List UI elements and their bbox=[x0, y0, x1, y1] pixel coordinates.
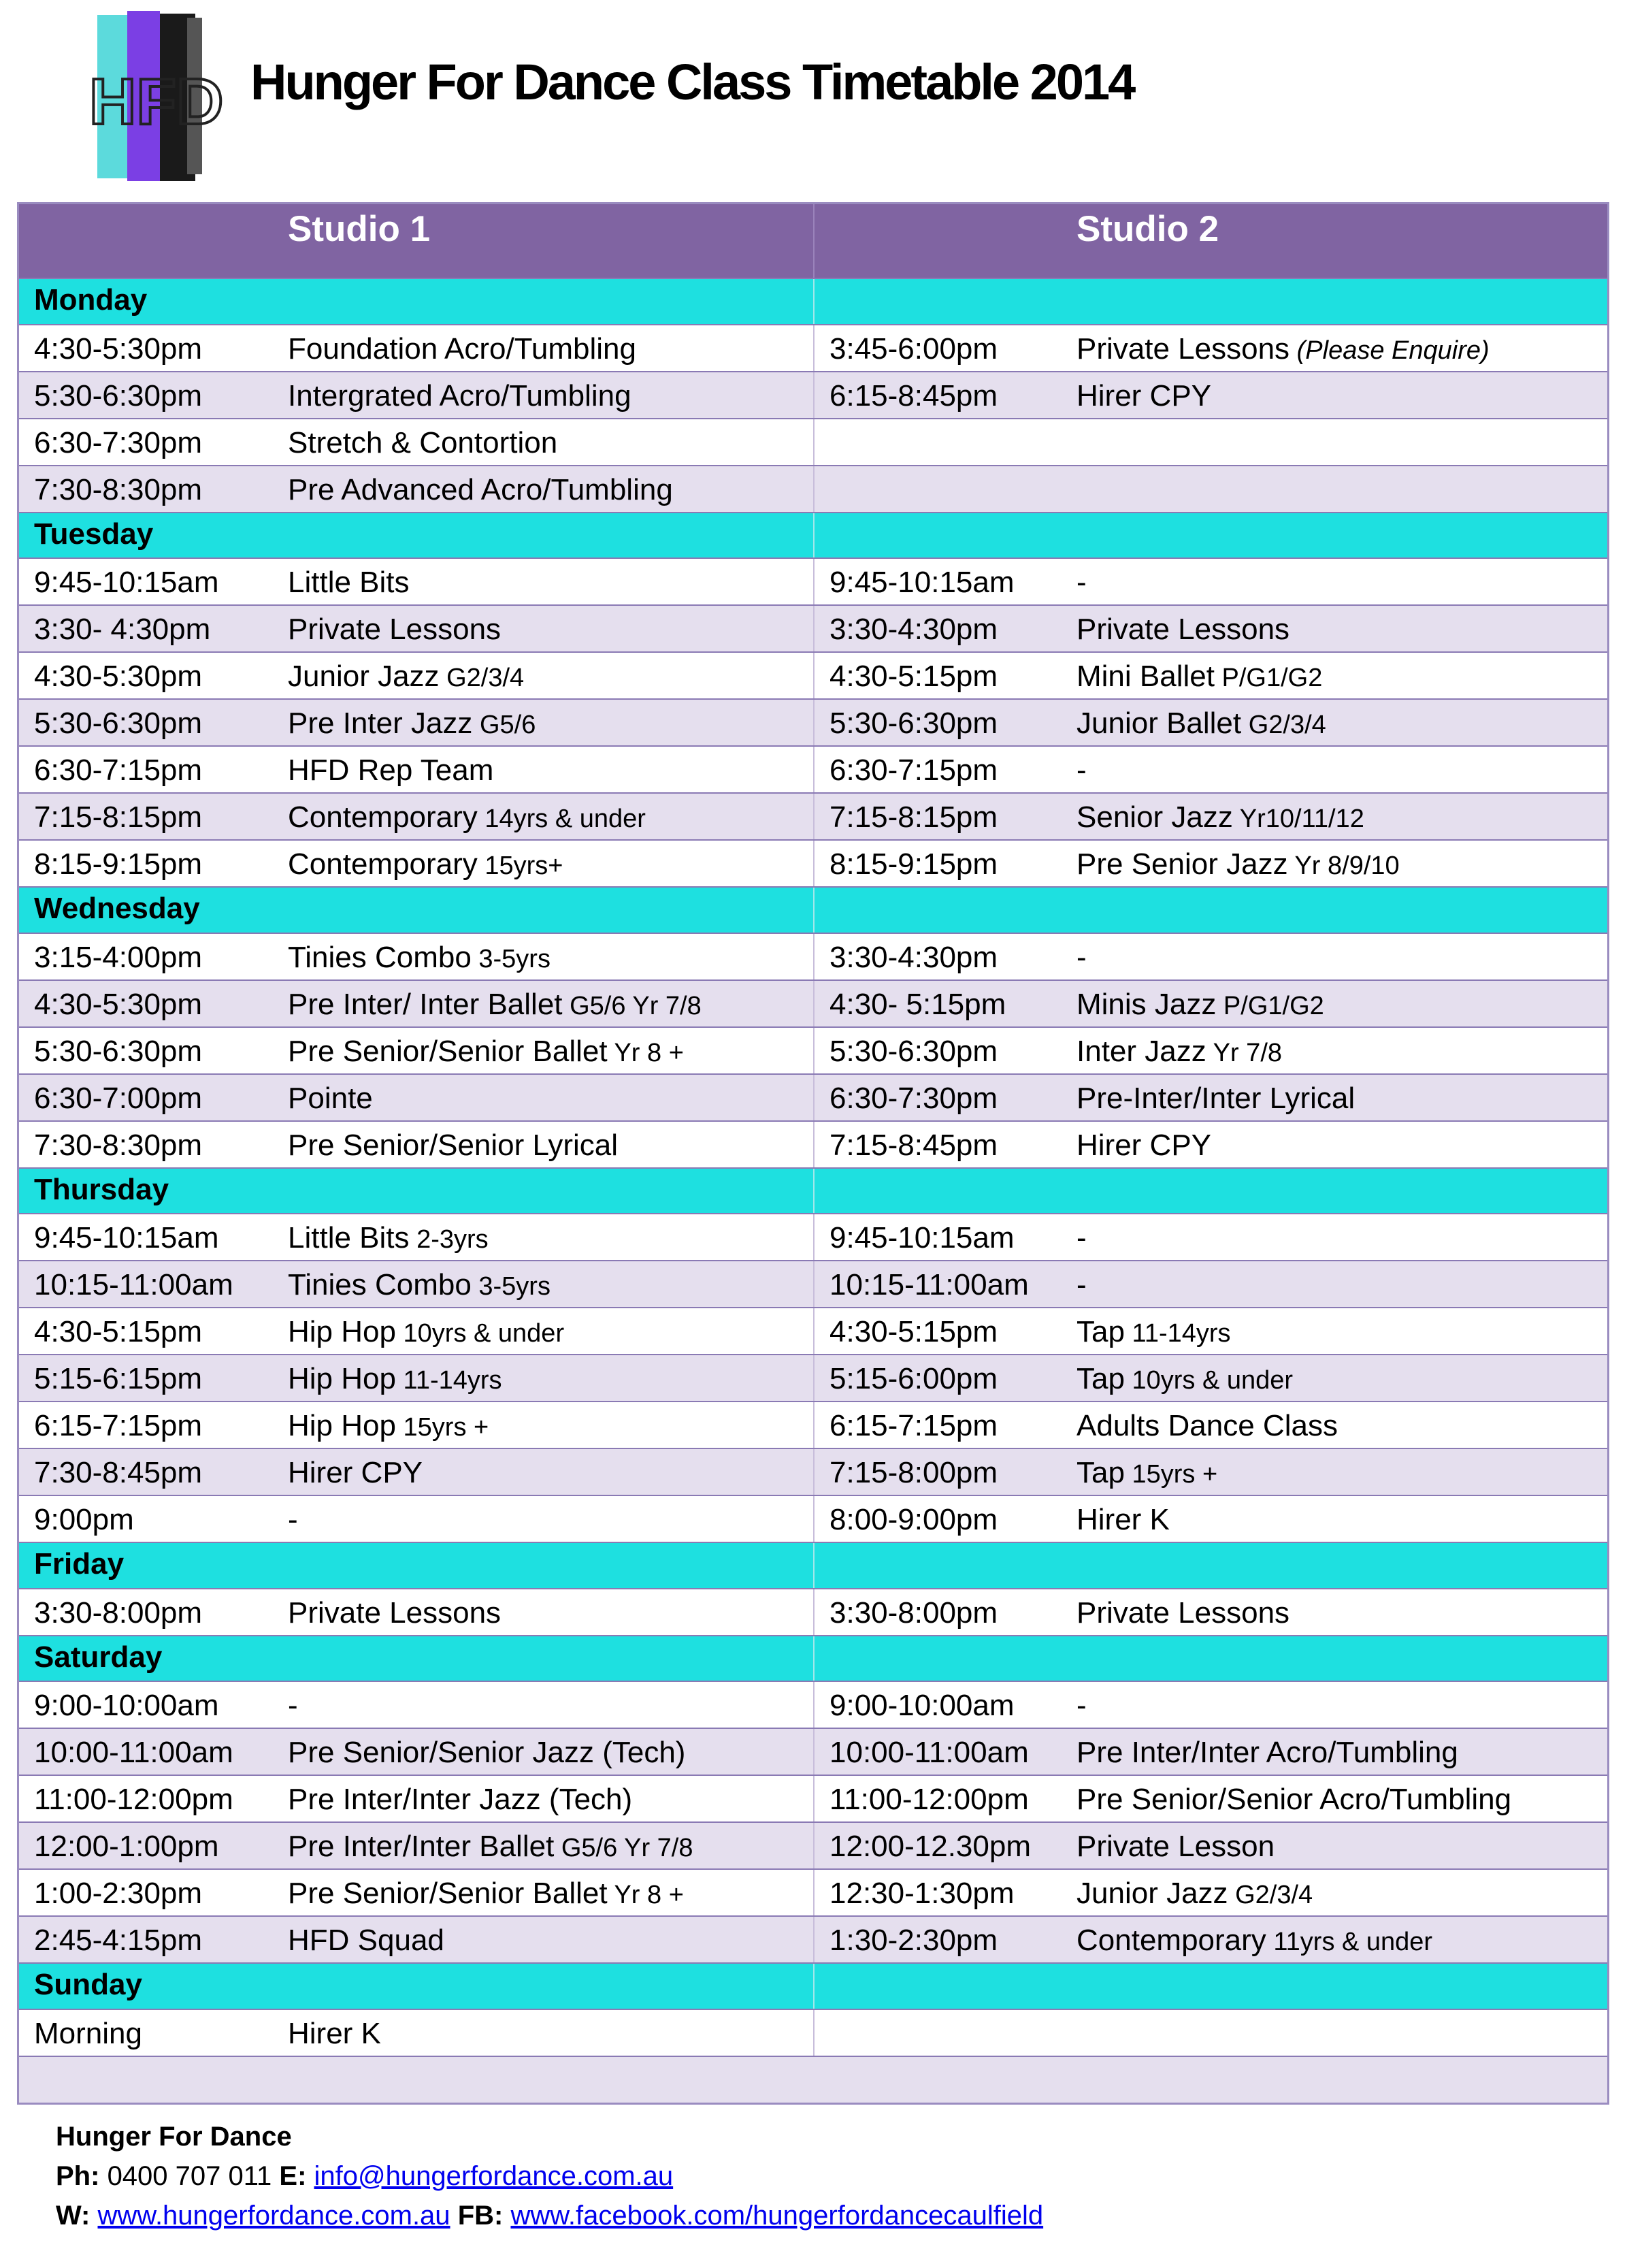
class-time: 7:15-8:15pm bbox=[829, 800, 998, 834]
class-name: Tinies Combo 3-5yrs bbox=[288, 1268, 550, 1301]
studio-cell bbox=[19, 794, 813, 839]
studio-cell bbox=[813, 1214, 1609, 1260]
class-time: 9:00-10:00am bbox=[829, 1689, 1015, 1722]
table-row bbox=[19, 1260, 1607, 1307]
day-header-thursday bbox=[19, 1167, 1607, 1214]
class-time: 3:30-8:00pm bbox=[34, 1595, 203, 1630]
class-name: - bbox=[288, 1503, 298, 1536]
table-row bbox=[19, 1307, 1607, 1354]
table-row bbox=[19, 698, 1607, 745]
studio-cell bbox=[813, 700, 1609, 745]
class-time: 11:00-12:00pm bbox=[829, 1783, 1029, 1816]
table-row bbox=[19, 1915, 1607, 1962]
class-time: 4:30-5:15pm bbox=[829, 1315, 998, 1348]
class-name: Private Lessons bbox=[1077, 1595, 1290, 1630]
class-time: 11:00-12:00pm bbox=[34, 1783, 233, 1816]
contact-footer bbox=[56, 2117, 1043, 2235]
class-time: 7:15-8:00pm bbox=[829, 1456, 998, 1489]
studio-cell bbox=[19, 747, 813, 792]
class-name: Junior Ballet G2/3/4 bbox=[1077, 707, 1326, 740]
class-time: 9:45-10:15am bbox=[829, 566, 1015, 599]
class-name: Senior Jazz Yr10/11/12 bbox=[1077, 800, 1364, 834]
class-time: 4:30-5:15pm bbox=[829, 660, 998, 693]
table-row bbox=[19, 604, 1607, 651]
class-name: Pre Senior/Senior Acro/Tumbling bbox=[1077, 1783, 1512, 1816]
class-time: 3:30-8:00pm bbox=[829, 1595, 998, 1630]
class-note: 11-14yrs bbox=[1124, 1319, 1231, 1348]
class-name: - bbox=[1077, 940, 1087, 974]
studio-cell bbox=[813, 1776, 1609, 1821]
class-note: 3-5yrs bbox=[471, 944, 550, 973]
day-label: Saturday bbox=[34, 1640, 163, 1674]
studio-cell bbox=[19, 1776, 813, 1821]
studio-cell bbox=[813, 934, 1609, 979]
class-time: 3:30-4:30pm bbox=[829, 940, 998, 974]
class-time: 10:15-11:00am bbox=[829, 1268, 1029, 1301]
day-header-cell bbox=[19, 1169, 813, 1214]
studio-cell bbox=[19, 1449, 813, 1495]
class-time: 6:15-7:15pm bbox=[34, 1409, 203, 1442]
class-time: 6:15-7:15pm bbox=[829, 1409, 998, 1442]
day-header-cell bbox=[813, 513, 1609, 558]
studio-cell bbox=[813, 419, 1609, 465]
table-row bbox=[19, 1213, 1607, 1260]
class-name: Hip Hop 15yrs + bbox=[288, 1409, 489, 1442]
day-header-cell bbox=[813, 279, 1609, 324]
day-header-friday bbox=[19, 1542, 1607, 1588]
class-time: 9:45-10:15am bbox=[829, 1221, 1015, 1254]
day-header-cell bbox=[19, 1636, 813, 1681]
class-note: 2-3yrs bbox=[409, 1225, 489, 1254]
table-row bbox=[19, 1681, 1607, 1728]
table-row bbox=[19, 1588, 1607, 1635]
table-row bbox=[19, 745, 1607, 792]
day-header-saturday bbox=[19, 1635, 1607, 1681]
studio-cell bbox=[813, 559, 1609, 604]
table-row bbox=[19, 2009, 1607, 2056]
class-time: 12:00-12.30pm bbox=[829, 1830, 1031, 1863]
studio-cell bbox=[19, 1075, 813, 1120]
class-name: - bbox=[1077, 566, 1087, 599]
table-row bbox=[19, 418, 1607, 465]
day-header-tuesday bbox=[19, 512, 1607, 558]
class-name: Pre Advanced Acro/Tumbling bbox=[288, 472, 673, 506]
studio-cell bbox=[19, 1870, 813, 1915]
class-time: 10:00-11:00am bbox=[829, 1736, 1029, 1769]
class-time: 5:30-6:30pm bbox=[829, 707, 998, 740]
website-link[interactable]: www.hungerfordance.com.au bbox=[97, 2201, 450, 2231]
phone-number: 0400 707 011 bbox=[107, 2161, 272, 2191]
class-time: 1:30-2:30pm bbox=[829, 1924, 998, 1957]
class-name: Private Lessons bbox=[1077, 613, 1290, 646]
class-note: 15yrs+ bbox=[477, 852, 563, 880]
studio-cell bbox=[19, 1729, 813, 1775]
day-header-cell bbox=[19, 279, 813, 324]
studio-cell bbox=[19, 559, 813, 604]
class-time: 6:30-7:30pm bbox=[829, 1081, 998, 1115]
table-row bbox=[19, 1026, 1607, 1073]
studio-cell bbox=[813, 606, 1609, 651]
table-row bbox=[19, 1448, 1607, 1495]
timetable-body bbox=[19, 278, 1607, 2103]
class-time: 7:15-8:45pm bbox=[829, 1128, 998, 1162]
studio-cell bbox=[19, 700, 813, 745]
class-time: 3:30-4:30pm bbox=[829, 613, 998, 646]
class-name: Hirer K bbox=[288, 2016, 381, 2050]
day-label: Sunday bbox=[34, 1968, 142, 2001]
class-name: Junior Jazz G2/3/4 bbox=[288, 660, 525, 693]
table-row bbox=[19, 1728, 1607, 1775]
class-name: Pointe bbox=[288, 1081, 373, 1115]
class-name: Pre Senior/Senior Ballet Yr 8 + bbox=[288, 1877, 684, 1910]
class-time: 3:15-4:00pm bbox=[34, 940, 203, 974]
class-note: G2/3/4 bbox=[439, 664, 525, 692]
class-name: Pre Senior Jazz Yr 8/9/10 bbox=[1077, 847, 1400, 881]
studio-cell bbox=[19, 1823, 813, 1868]
class-name: Pre Inter Jazz G5/6 bbox=[288, 707, 536, 740]
table-row bbox=[19, 1354, 1607, 1401]
class-time: 5:30-6:30pm bbox=[829, 1034, 998, 1068]
class-name: Inter Jazz Yr 7/8 bbox=[1077, 1034, 1283, 1068]
class-name: Pre Inter/ Inter Ballet G5/6 Yr 7/8 bbox=[288, 987, 702, 1021]
class-note: Yr 8/9/10 bbox=[1287, 852, 1400, 880]
day-label: Wednesday bbox=[34, 892, 200, 925]
day-label: Thursday bbox=[34, 1172, 169, 1206]
class-time: 6:30-7:30pm bbox=[34, 425, 203, 459]
studio-cell bbox=[813, 1682, 1609, 1728]
class-time: 12:30-1:30pm bbox=[829, 1877, 1015, 1910]
svg-text:HFD: HFD bbox=[89, 65, 224, 138]
class-note: 15yrs + bbox=[1124, 1460, 1218, 1489]
class-time: 9:45-10:15am bbox=[34, 566, 219, 599]
studio-cell bbox=[813, 1589, 1609, 1635]
class-name: Pre Inter/Inter Jazz (Tech) bbox=[288, 1783, 633, 1816]
studio-cell bbox=[19, 1682, 813, 1728]
day-header-cell bbox=[19, 1543, 813, 1588]
studio-cell bbox=[813, 1261, 1609, 1307]
studio-cell bbox=[813, 653, 1609, 698]
table-row bbox=[19, 1775, 1607, 1821]
studio-cell bbox=[19, 1402, 813, 1448]
class-name: Hirer CPY bbox=[1077, 1128, 1212, 1162]
class-note: Yr 8 + bbox=[607, 1881, 684, 1909]
table-row bbox=[19, 557, 1607, 604]
class-name: Pre-Inter/Inter Lyrical bbox=[1077, 1081, 1355, 1115]
class-name: Contemporary 11yrs & under bbox=[1077, 1924, 1433, 1957]
day-label: Tuesday bbox=[34, 517, 154, 551]
class-time: 2:45-4:15pm bbox=[34, 1924, 203, 1957]
class-time: 7:30-8:30pm bbox=[34, 1128, 203, 1162]
studio-cell bbox=[19, 1122, 813, 1167]
page-header bbox=[0, 0, 1627, 197]
table-row bbox=[19, 651, 1607, 698]
class-name: Stretch & Contortion bbox=[288, 425, 558, 459]
studio-cell bbox=[813, 841, 1609, 886]
studio-cell bbox=[813, 1122, 1609, 1167]
class-time: 4:30-5:30pm bbox=[34, 660, 203, 693]
class-name: Little Bits bbox=[288, 566, 410, 599]
class-time: 1:00-2:30pm bbox=[34, 1877, 203, 1910]
class-time: 6:30-7:00pm bbox=[34, 1081, 203, 1115]
studio-cell bbox=[813, 2010, 1609, 2056]
class-name: Hirer CPY bbox=[288, 1456, 423, 1489]
class-name: Intergrated Acro/Tumbling bbox=[288, 378, 631, 412]
class-name: Pre Inter/Inter Acro/Tumbling bbox=[1077, 1736, 1458, 1769]
class-note: G5/6 Yr 7/8 bbox=[562, 991, 702, 1020]
studio-cell bbox=[813, 747, 1609, 792]
class-note: 15yrs + bbox=[395, 1413, 489, 1442]
contact-line: Ph: 0400 707 011 E: info@hungerfordance.com.au bbox=[56, 2161, 674, 2191]
day-label: Friday bbox=[34, 1547, 125, 1581]
class-time: 7:30-8:30pm bbox=[34, 472, 203, 506]
class-name: - bbox=[288, 1689, 298, 1722]
class-time: 5:30-6:30pm bbox=[34, 1034, 203, 1068]
day-header-cell bbox=[813, 1543, 1609, 1588]
class-note: 3-5yrs bbox=[471, 1272, 550, 1301]
table-row bbox=[19, 1495, 1607, 1542]
studio-cell bbox=[19, 981, 813, 1026]
studio-cell bbox=[813, 372, 1609, 418]
day-header-cell bbox=[813, 888, 1609, 933]
studio-cell bbox=[813, 1075, 1609, 1120]
table-row bbox=[19, 1073, 1607, 1120]
class-time: 4:30- 5:15pm bbox=[829, 987, 1006, 1021]
day-header-cell bbox=[19, 1964, 813, 2009]
studio-cell bbox=[813, 1823, 1609, 1868]
class-time: 8:15-9:15pm bbox=[34, 847, 203, 881]
hfd-logo bbox=[85, 8, 225, 185]
class-time: 8:00-9:00pm bbox=[829, 1503, 998, 1536]
class-note: 11-14yrs bbox=[395, 1366, 502, 1395]
class-name: - bbox=[1077, 1221, 1087, 1254]
web-line: W: www.hungerfordance.com.au FB: www.facebook.com/hungerfordancecaulfield bbox=[56, 2201, 1044, 2231]
studio-cell bbox=[813, 794, 1609, 839]
class-note: Yr10/11/12 bbox=[1232, 805, 1364, 833]
studio-cell bbox=[19, 372, 813, 418]
class-name: Pre Inter/Inter Ballet G5/6 Yr 7/8 bbox=[288, 1830, 693, 1863]
class-name: Private Lesson bbox=[1077, 1830, 1275, 1863]
studio-cell bbox=[813, 1729, 1609, 1775]
class-time: 10:00-11:00am bbox=[34, 1736, 233, 1769]
day-header-cell bbox=[813, 1964, 1609, 2009]
class-name: Pre Senior/Senior Ballet Yr 8 + bbox=[288, 1034, 684, 1068]
class-time: 5:30-6:30pm bbox=[34, 707, 203, 740]
empty-row bbox=[19, 2056, 1607, 2103]
day-header-cell bbox=[813, 1169, 1609, 1214]
studio-cell bbox=[19, 1917, 813, 1962]
business-name: Hunger For Dance bbox=[56, 2122, 292, 2152]
class-note: 10yrs & under bbox=[1124, 1366, 1294, 1395]
studio-cell bbox=[19, 841, 813, 886]
studio-cell bbox=[19, 1355, 813, 1401]
day-header-cell bbox=[19, 888, 813, 933]
class-name: - bbox=[1077, 1689, 1087, 1722]
class-name: Mini Ballet P/G1/G2 bbox=[1077, 660, 1323, 693]
studio-cell bbox=[19, 419, 813, 465]
table-row bbox=[19, 1401, 1607, 1448]
studio-cell bbox=[19, 653, 813, 698]
class-note: P/G1/G2 bbox=[1216, 991, 1324, 1020]
studio-cell bbox=[19, 2010, 813, 2056]
class-time: 3:30- 4:30pm bbox=[34, 613, 211, 646]
class-name: Foundation Acro/Tumbling bbox=[288, 331, 636, 366]
day-header-cell bbox=[19, 513, 813, 558]
studio-cell bbox=[19, 1589, 813, 1635]
class-name: Private Lessons (Please Enquire) bbox=[1077, 331, 1490, 366]
email-link[interactable]: info@hungerfordance.com.au bbox=[314, 2161, 674, 2191]
class-time: 9:00-10:00am bbox=[34, 1689, 219, 1722]
class-time: 4:30-5:30pm bbox=[34, 987, 203, 1021]
studio-cell bbox=[19, 1028, 813, 1073]
class-time: 3:45-6:00pm bbox=[829, 331, 998, 366]
class-time: 6:15-8:45pm bbox=[829, 378, 998, 412]
class-name: Pre Senior/Senior Lyrical bbox=[288, 1128, 619, 1162]
class-time: Morning bbox=[34, 2016, 142, 2050]
studio-header-row bbox=[19, 204, 1607, 278]
class-name: Private Lessons bbox=[288, 1595, 502, 1630]
class-note: (Please Enquire) bbox=[1289, 336, 1490, 365]
class-name: Tinies Combo 3-5yrs bbox=[288, 940, 550, 974]
class-time: 12:00-1:00pm bbox=[34, 1830, 219, 1863]
class-note: Yr 8 + bbox=[607, 1038, 684, 1067]
studio-cell bbox=[813, 325, 1609, 371]
class-time: 4:30-5:30pm bbox=[34, 331, 203, 366]
class-time: 9:00pm bbox=[34, 1503, 134, 1536]
studio-cell bbox=[813, 1870, 1609, 1915]
class-name: Tap 10yrs & under bbox=[1077, 1362, 1294, 1395]
class-time: 5:30-6:30pm bbox=[34, 378, 203, 412]
class-note: 11yrs & under bbox=[1266, 1928, 1433, 1956]
table-row bbox=[19, 979, 1607, 1026]
class-time: 5:15-6:00pm bbox=[829, 1362, 998, 1395]
class-name: Tap 15yrs + bbox=[1077, 1456, 1218, 1489]
class-note: G2/3/4 bbox=[1241, 711, 1326, 739]
class-note: G5/6 bbox=[472, 711, 536, 739]
studio-cell bbox=[813, 1355, 1609, 1401]
class-note: Yr 7/8 bbox=[1206, 1038, 1283, 1067]
studio-cell bbox=[813, 466, 1609, 512]
studio-cell bbox=[813, 981, 1609, 1026]
day-header-monday bbox=[19, 278, 1607, 324]
table-row bbox=[19, 933, 1607, 979]
table-row bbox=[19, 371, 1607, 418]
class-name: HFD Squad bbox=[288, 1924, 444, 1957]
class-name: Contemporary 15yrs+ bbox=[288, 847, 563, 881]
studio-cell bbox=[19, 934, 813, 979]
class-name: Tap 11-14yrs bbox=[1077, 1315, 1231, 1348]
studio-cell bbox=[19, 466, 813, 512]
studio-2-header: Studio 2 bbox=[813, 204, 1609, 278]
class-name: Hirer K bbox=[1077, 1503, 1170, 1536]
studio-cell bbox=[813, 1402, 1609, 1448]
studio-cell bbox=[19, 1214, 813, 1260]
table-row bbox=[19, 792, 1607, 839]
class-note: G2/3/4 bbox=[1228, 1881, 1313, 1909]
day-header-wednesday bbox=[19, 886, 1607, 933]
class-note: P/G1/G2 bbox=[1214, 664, 1323, 692]
studio-cell bbox=[19, 1496, 813, 1542]
page-title: Hunger For Dance Class Timetable 2014 bbox=[250, 54, 1134, 110]
studio-cell bbox=[813, 1917, 1609, 1962]
table-row bbox=[19, 465, 1607, 512]
studio-cell bbox=[813, 1496, 1609, 1542]
table-row bbox=[19, 324, 1607, 371]
class-time: 7:15-8:15pm bbox=[34, 800, 203, 834]
class-note: 14yrs & under bbox=[477, 805, 646, 833]
studio-cell bbox=[19, 606, 813, 651]
day-header-sunday bbox=[19, 1962, 1607, 2009]
class-name: Minis Jazz P/G1/G2 bbox=[1077, 987, 1324, 1021]
class-timetable bbox=[17, 202, 1609, 2105]
class-name: Hirer CPY bbox=[1077, 378, 1212, 412]
class-name: Junior Jazz G2/3/4 bbox=[1077, 1877, 1313, 1910]
studio-1-header: Studio 1 bbox=[288, 209, 431, 249]
studio-cell bbox=[813, 1449, 1609, 1495]
class-time: 10:15-11:00am bbox=[34, 1268, 233, 1301]
class-name: HFD Rep Team bbox=[288, 754, 494, 787]
class-time: 5:15-6:15pm bbox=[34, 1362, 203, 1395]
day-label: Monday bbox=[34, 283, 148, 317]
table-row bbox=[19, 1821, 1607, 1868]
class-time: 7:30-8:45pm bbox=[34, 1456, 203, 1489]
studio-cell bbox=[813, 1308, 1609, 1354]
class-name: Hip Hop 11-14yrs bbox=[288, 1362, 502, 1395]
studio-cell bbox=[19, 325, 813, 371]
class-name: Private Lessons bbox=[288, 613, 502, 646]
class-name: Hip Hop 10yrs & under bbox=[288, 1315, 565, 1348]
class-time: 4:30-5:15pm bbox=[34, 1315, 203, 1348]
class-name: Pre Senior/Senior Jazz (Tech) bbox=[288, 1736, 686, 1769]
day-header-cell bbox=[813, 1636, 1609, 1681]
class-time: 9:45-10:15am bbox=[34, 1221, 219, 1254]
table-row bbox=[19, 1868, 1607, 1915]
class-name: - bbox=[1077, 754, 1087, 787]
class-note: 10yrs & under bbox=[395, 1319, 565, 1348]
table-row bbox=[19, 1120, 1607, 1167]
class-time: 8:15-9:15pm bbox=[829, 847, 998, 881]
class-name: Little Bits 2-3yrs bbox=[288, 1221, 489, 1254]
class-time: 6:30-7:15pm bbox=[34, 754, 203, 787]
studio-cell bbox=[19, 1308, 813, 1354]
class-time: 6:30-7:15pm bbox=[829, 754, 998, 787]
class-note: G5/6 Yr 7/8 bbox=[554, 1834, 693, 1862]
class-name: - bbox=[1077, 1268, 1087, 1301]
studio-cell bbox=[813, 1028, 1609, 1073]
facebook-link[interactable]: www.facebook.com/hungerfordancecaulfield bbox=[510, 2201, 1044, 2231]
class-name: Contemporary 14yrs & under bbox=[288, 800, 646, 834]
class-name: Adults Dance Class bbox=[1077, 1409, 1338, 1442]
studio-cell bbox=[19, 1261, 813, 1307]
table-row bbox=[19, 839, 1607, 886]
